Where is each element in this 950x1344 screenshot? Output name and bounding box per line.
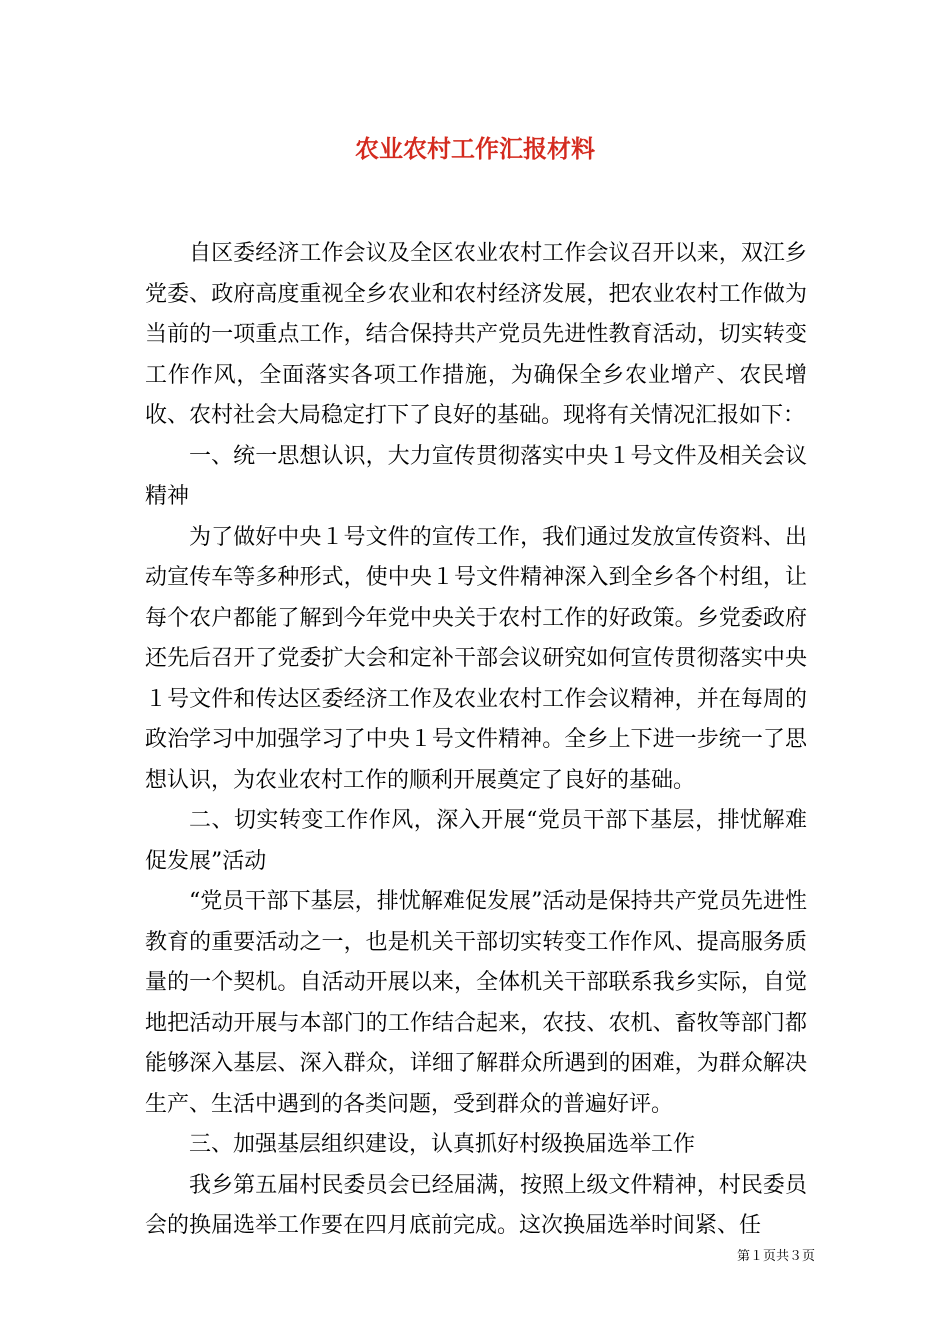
page-number: 第１页共３页 (736, 1249, 815, 1264)
section-heading-3: 三、加强基层组织建设，认真抓好村级换届选举工作 (189, 1132, 696, 1157)
paragraph-section-3: 我乡第五届村民委员会已经届满，按照上级文件精神，村民委员会的换届选举工作要在四月底前完成。这次换届选举时间紧、任 (145, 1172, 807, 1238)
paragraph-section-1: 为了做好中央１号文件的宣传工作，我们通过发放宣传资料、出动宣传车等多种形式，使中央１号文件精神深入到全乡各个村组，让每个农户都能了解到今年党中央关于农村工作的好政策。乡党委政府还先后召开了党委扩大会和定补干部会议研究如何宣传贯彻落实中央１号文件和传达区委经济工作及农业农村工作会议精神，并在每周的政治学习中加强学习了中央１号文件精神。全乡上下进一步统一了思想认识，为农业农村工作的顺利开展奠定了良好的基础。 (145, 524, 807, 793)
section-heading-2: 二、切实转变工作作风，深入开展“党员干部下基层，排忧解难促发展”活动 (145, 808, 807, 874)
paragraph-intro: 自区委经济工作会议及全区农业农村工作会议召开以来，双江乡党委、政府高度重视全乡农业和农村经济发展，把农业农村工作做为当前的一项重点工作，结合保持共产党员先进性教育活动，切实转变工作作风，全面落实各项工作措施，为确保全乡农业增产、农民增收、农村社会大局稳定打下了良好的基础。现将有关情况汇报如下： (145, 241, 807, 428)
section-heading-1: 一、统一思想认识，大力宣传贯彻落实中央１号文件及相关会议精神 (145, 443, 807, 509)
document-title: 农业农村工作汇报材料 (355, 134, 595, 163)
document-body (145, 234, 807, 1247)
paragraph-section-2: “党员干部下基层，排忧解难促发展”活动是保持共产党员先进性教育的重要活动之一，也是机关干部切实转变工作作风、提高服务质量的一个契机。自活动开展以来，全体机关干部联系我乡实际，自觉地把活动开展与本部门的工作结合起来，农技、农机、畜牧等部门都能够深入基层、深入群众，详细了解群众所遇到的困难，为群众解决生产、生活中遇到的各类问题，受到群众的普遍好评。 (145, 889, 807, 1117)
